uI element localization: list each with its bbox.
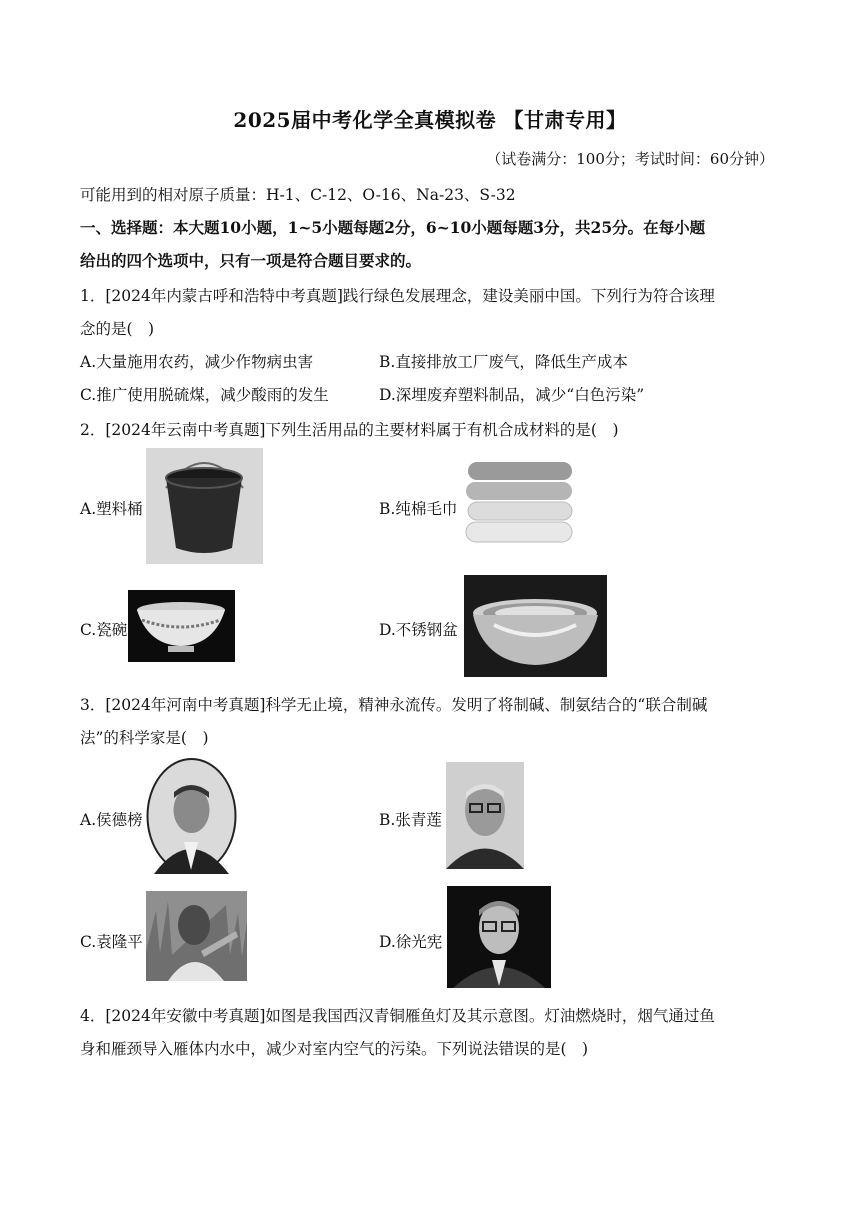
q1-option-b: B.直接排放工厂废气，降低生产成本: [379, 353, 628, 371]
q2-option-b: B.纯棉毛巾: [379, 500, 458, 518]
q1-option-c: C.推广使用脱硫煤，减少酸雨的发生: [80, 386, 329, 404]
section-heading-line1: 一、选择题：本大题10小题，1~5小题每题2分，6~10小题每题3分，共25分。在每小题: [80, 218, 706, 237]
q3-option-a: A.侯德榜: [80, 811, 143, 829]
steel-basin-image: [464, 575, 607, 677]
q3-option-c: C.袁隆平: [80, 933, 143, 951]
q2-option-a: A.塑料桶: [80, 500, 143, 518]
q2-option-d: D.不锈钢盆: [379, 621, 458, 639]
yuan-longping-photo: [146, 891, 247, 981]
zhang-qinglian-portrait: [446, 762, 524, 869]
page-title: 2025届中考化学全真模拟卷 【甘肃专用】: [233, 108, 627, 132]
exam-info: （试卷满分：100分；考试时间：60分钟）: [486, 150, 774, 168]
towels-image: [464, 458, 573, 548]
section-heading-line2: 给出的四个选项中，只有一项是符合题目要求的。: [80, 251, 422, 270]
porcelain-bowl-image: [128, 590, 235, 662]
q4-stem-line2: 身和雁颈导入雁体内水中，减少对室内空气的污染。下列说法错误的是( ): [80, 1040, 589, 1058]
xu-guangxian-portrait: [447, 886, 551, 988]
q3-stem-line2: 法”的科学家是( ): [80, 729, 209, 747]
plastic-bucket-image: [146, 448, 263, 564]
q2-option-c: C.瓷碗: [80, 621, 128, 639]
hou-debang-portrait: [146, 758, 237, 874]
q1-option-d: D.深埋废弃塑料制品，减少“白色污染”: [379, 386, 645, 404]
q3-stem-line1: 3．[2024年河南中考真题]科学无止境，精神永流传。发明了将制碱、制氨结合的“联合制碱: [80, 696, 708, 714]
q2-stem-line1: 2．[2024年云南中考真题]下列生活用品的主要材料属于有机合成材料的是( ): [80, 421, 619, 439]
q4-stem-line1: 4．[2024年安徽中考真题]如图是我国西汉青铜雁鱼灯及其示意图。灯油燃烧时，烟气通过鱼: [80, 1007, 715, 1025]
q1-stem-line1: 1．[2024年内蒙古呼和浩特中考真题]践行绿色发展理念，建设美丽中国。下列行为符合该理: [80, 287, 715, 305]
q3-option-b: B.张青莲: [379, 811, 442, 829]
atomic-mass-line: 可能用到的相对原子质量：H-1、C-12、O-16、Na-23、S-32: [80, 186, 516, 204]
q1-stem-line2: 念的是( ): [80, 320, 155, 338]
q1-option-a: A.大量施用农药，减少作物病虫害: [80, 353, 314, 371]
q3-option-d: D.徐光宪: [379, 933, 443, 951]
